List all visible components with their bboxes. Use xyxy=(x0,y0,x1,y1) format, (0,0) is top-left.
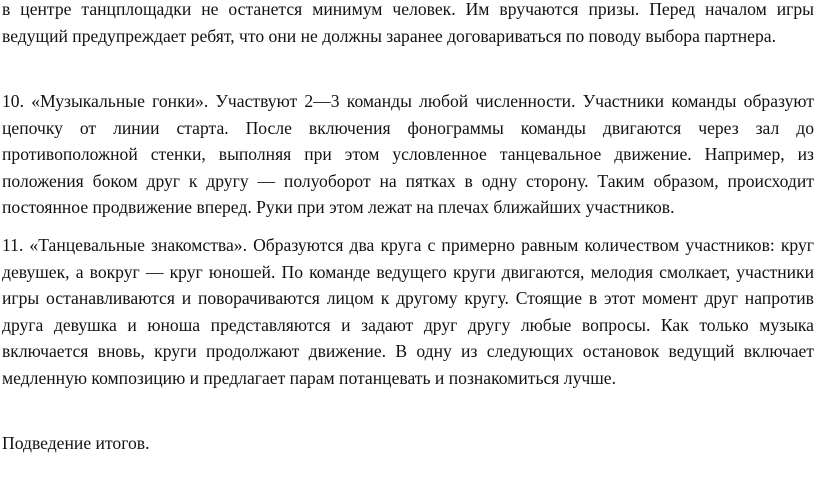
paragraph-music-race: 10. «Музыкальные гонки». Участвуют 2—3 команды любой численности. Участники команды образуют цепочку от линии старта. После включения фонограммы команды двигаются через зал до противоположной стенки, выполняя при этом условленное танцевальное движение. Например, из положения боком друг к другу — полуоборот на пятках в одну сторону. Таким образом, происходит постоянное продвижение вперед. Руки при этом лежат на плечах ближайших участников. xyxy=(2,91,814,217)
paragraph-prize-rules: в центре танцплощадки не останется минимум человек. Им вручаются призы. Перед началом игры ведущий предупреждает ребят, что они не должны заранее договариваться по поводу выбора партнера. xyxy=(2,0,814,46)
paragraph-dance-acquaintance: 11. «Танцевальные знакомства». Образуются два круга с примерно равным количеством участников: круг девушек, а вокруг — круг юношей. По команде ведущего круги двигаются, мелодия смолкает, участники игры останавливаются и поворачиваются лицом к другому кругу. Стоящие в этот момент друг напротив друга девушка и юноша представляются и задают друг другу любые вопросы. Как только музыка включается вновь, круги продолжают движение. В одну из следующих остановок ведущий включает медленную композицию и предлагает парам потанцевать и познакомиться лучше. xyxy=(2,235,814,388)
paragraph-summary: Подведение итогов. xyxy=(2,433,150,453)
